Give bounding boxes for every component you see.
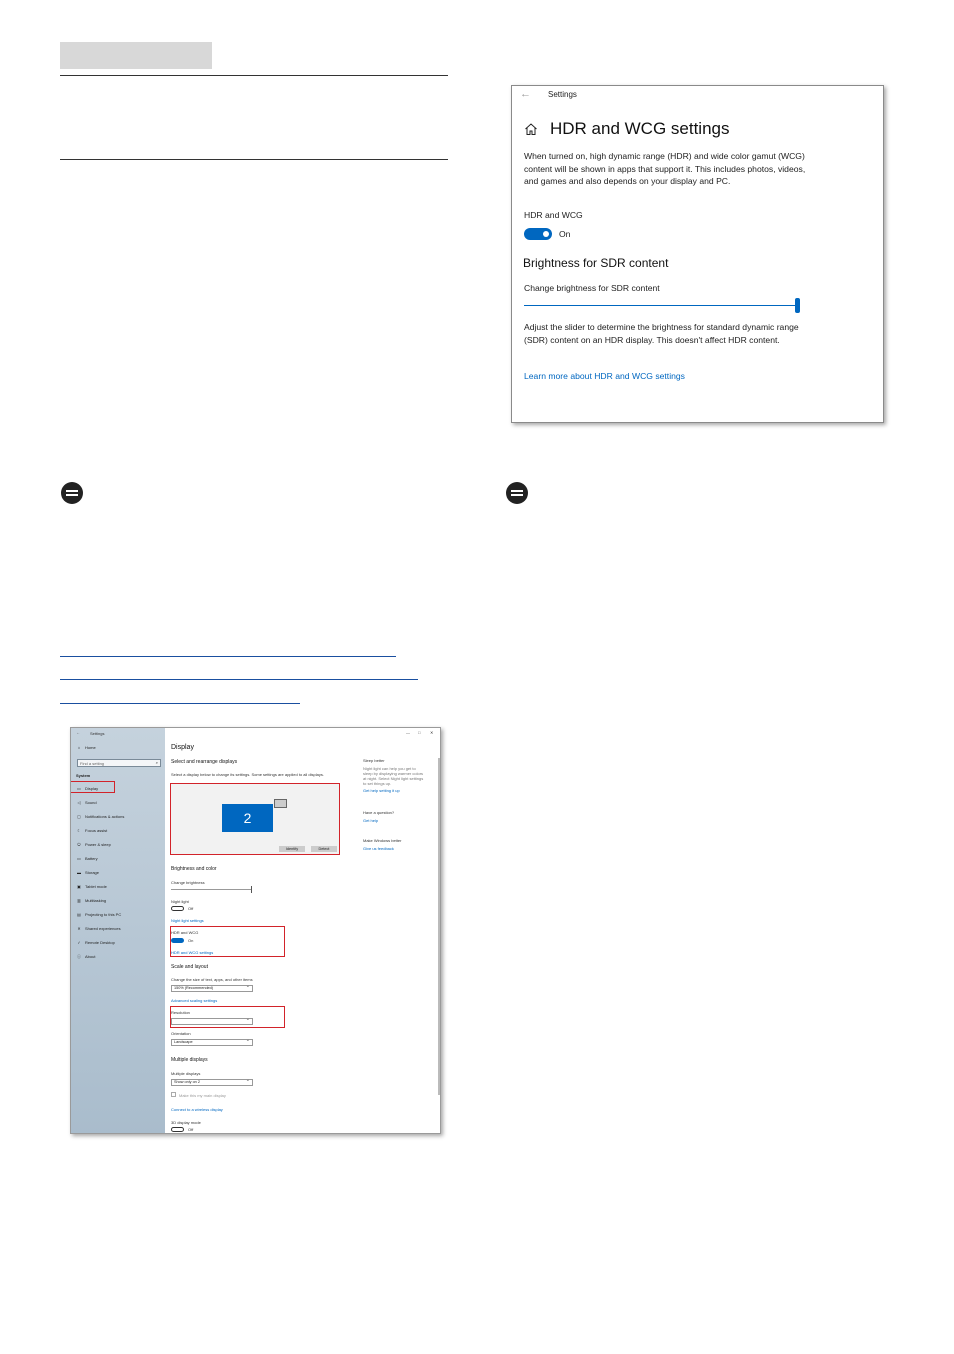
monitor-2[interactable]: 2	[222, 804, 273, 832]
detect-button[interactable]: Detect	[311, 846, 337, 852]
sidebar-home[interactable]: ⌂ Home	[77, 745, 96, 750]
night-light-state: Off	[188, 906, 194, 911]
make-main-checkbox[interactable]	[171, 1092, 176, 1097]
display-heading: Display	[171, 744, 194, 751]
brightness-slider-thumb[interactable]	[251, 886, 252, 893]
close-button[interactable]: ✕	[430, 730, 434, 735]
battery-icon: ▭	[77, 856, 81, 861]
home-icon[interactable]	[524, 122, 538, 136]
night-light-toggle[interactable]	[171, 906, 184, 911]
window-title: Settings	[548, 90, 577, 99]
hdr-description: When turned on, high dynamic range (HDR) and wide color gamut (WCG) content will be shown in apps that support it. This includes photos, videos, and games and also depends on your display and PC.	[524, 151, 806, 186]
resolution-dropdown[interactable]	[171, 1018, 253, 1025]
orientation-label: Orientation	[171, 1031, 191, 1036]
display-icon: ▭	[77, 786, 81, 791]
hdr-toggle[interactable]	[524, 228, 552, 240]
multiple-displays-heading: Multiple displays	[171, 1057, 208, 1063]
sidebar-item-projecting[interactable]: ▤ Projecting to this PC	[77, 912, 122, 917]
get-help-link[interactable]: Get help	[363, 818, 379, 823]
sidebar-item-multitasking[interactable]: ▥ Multitasking	[77, 898, 107, 903]
identify-button[interactable]: Identify	[279, 846, 305, 852]
search-icon: ⌕	[155, 760, 158, 765]
note-icon	[506, 482, 528, 504]
sidebar-item-storage[interactable]: ▬ Storage	[77, 870, 100, 875]
resolution-label: Resolution	[171, 1010, 190, 1015]
windows-better-heading: Make Windows better	[363, 838, 402, 843]
shared-icon: ✕	[77, 926, 81, 931]
sidebar-item-sound[interactable]: ◁ Sound	[77, 800, 97, 805]
sidebar-item-display[interactable]: ▭ Display	[77, 786, 99, 791]
display-settings-window	[70, 727, 441, 1134]
sidebar-item-shared-experiences[interactable]: ✕ Shared experiences	[77, 926, 121, 931]
sdr-brightness-slider-thumb[interactable]	[795, 298, 800, 313]
maximize-button[interactable]: □	[418, 730, 421, 735]
night-light-settings-link[interactable]: Night light settings	[171, 918, 204, 923]
advanced-scaling-link[interactable]: Advanced scaling settings	[171, 998, 218, 1003]
back-arrow-icon[interactable]: ←	[76, 730, 80, 735]
about-icon: ⓘ	[77, 954, 81, 959]
night-light-label: Night light	[171, 899, 189, 904]
display-3d-toggle[interactable]	[171, 1127, 184, 1132]
sleep-text-line: to set things up.	[363, 781, 392, 786]
sleep-help-link[interactable]: Get help setting it up	[363, 788, 400, 793]
sound-icon: ◁	[77, 800, 81, 805]
projecting-icon: ▤	[77, 912, 81, 917]
question-heading: Have a question?	[363, 810, 395, 815]
make-main-label: Make this my main display	[179, 1093, 226, 1098]
multitasking-icon: ▥	[77, 898, 81, 903]
hdr-toggle-state: On	[559, 229, 571, 239]
hdr-state: On	[188, 938, 194, 943]
back-arrow-icon[interactable]: ←	[520, 88, 531, 100]
note-icon	[61, 482, 83, 504]
sleep-better-heading: Sleep better	[363, 758, 385, 763]
focus-icon: ☾	[77, 828, 81, 833]
sidebar-item-focus-assist[interactable]: ☾ Focus assist	[77, 828, 108, 833]
multiple-displays-dropdown[interactable]: Show only on 2 ⌄	[171, 1079, 253, 1086]
header-rule-bottom	[60, 159, 448, 160]
sdr-heading: Brightness for SDR content	[523, 256, 669, 270]
sleep-text-line: at night. Select Night light settings	[363, 776, 424, 781]
sdr-brightness-slider-track[interactable]	[524, 305, 796, 306]
brightness-slider-track[interactable]	[171, 889, 251, 890]
tablet-icon: ▣	[77, 884, 81, 889]
home-icon: ⌂	[77, 745, 81, 750]
hdr-settings-window	[511, 85, 884, 423]
learn-more-link[interactable]: Learn more about HDR and WCG settings	[524, 371, 685, 381]
display-3d-label: 3D display mode	[171, 1120, 201, 1125]
power-icon: ⏻	[77, 842, 81, 847]
brightness-heading: Brightness and color	[171, 866, 217, 872]
minimize-button[interactable]: —	[406, 730, 410, 735]
multiple-displays-label: Multiple displays	[171, 1071, 201, 1076]
window-title: Settings	[90, 731, 105, 736]
monitor-1[interactable]	[274, 799, 287, 808]
hdr-toggle[interactable]	[171, 938, 184, 943]
display-3d-state: Off	[188, 1127, 194, 1132]
sidebar-item-about[interactable]: ⓘ About	[77, 954, 96, 959]
scrollbar[interactable]	[438, 758, 440, 1095]
notifications-icon: ▢	[77, 814, 81, 819]
storage-icon: ▬	[77, 870, 81, 875]
sidebar-item-tablet-mode[interactable]: ▣ Tablet mode	[77, 884, 107, 889]
sidebar-item-power[interactable]: ⏻ Power & sleep	[77, 842, 111, 847]
sidebar-section-system: System	[76, 773, 91, 778]
arrange-heading: Select and rearrange displays	[171, 759, 238, 765]
sdr-slider-label: Change brightness for SDR content	[524, 283, 660, 293]
scale-label: Change the size of text, apps, and other items	[171, 977, 253, 982]
sidebar-item-remote-desktop[interactable]: ✓ Remote Desktop	[77, 940, 115, 945]
link-underline[interactable]	[60, 656, 396, 657]
sdr-note: Adjust the slider to determine the brightness for standard dynamic range (SDR) content on an HDR display. This doesn't affect HDR content.	[524, 322, 799, 345]
page-title: HDR and WCG settings	[550, 119, 730, 138]
feedback-link[interactable]: Give us feedback	[363, 846, 394, 851]
change-brightness-label: Change brightness	[171, 880, 205, 885]
search-input[interactable]: Find a setting ⌕	[77, 759, 161, 767]
orientation-dropdown[interactable]: Landscape ⌄	[171, 1039, 253, 1046]
header-rule-top	[60, 75, 448, 76]
sleep-text-line: Night light can help you get to	[363, 766, 416, 771]
arrange-text: Select a display below to change its settings. Some settings are applied to all displays.	[171, 772, 324, 777]
hdr-settings-link[interactable]: HDR and WCG settings	[171, 950, 214, 955]
hdr-toggle-label: HDR and WCG	[524, 210, 583, 220]
scale-heading: Scale and layout	[171, 964, 208, 970]
sidebar-item-notifications[interactable]: ▢ Notifications & actions	[77, 814, 125, 819]
sidebar-item-battery[interactable]: ▭ Battery	[77, 856, 98, 861]
scale-dropdown[interactable]: 150% (Recommended) ⌄	[171, 985, 253, 992]
link-underline[interactable]	[60, 679, 418, 680]
sleep-text-line: sleep by displaying warmer colors	[363, 771, 424, 776]
connect-wireless-link[interactable]: Connect to a wireless display	[171, 1107, 223, 1112]
link-underline[interactable]	[60, 703, 300, 704]
hdr-label: HDR and WCG	[171, 930, 199, 935]
section-header-tab	[60, 42, 212, 69]
display-arrangement-area	[170, 783, 340, 855]
remote-icon: ✓	[77, 940, 81, 945]
